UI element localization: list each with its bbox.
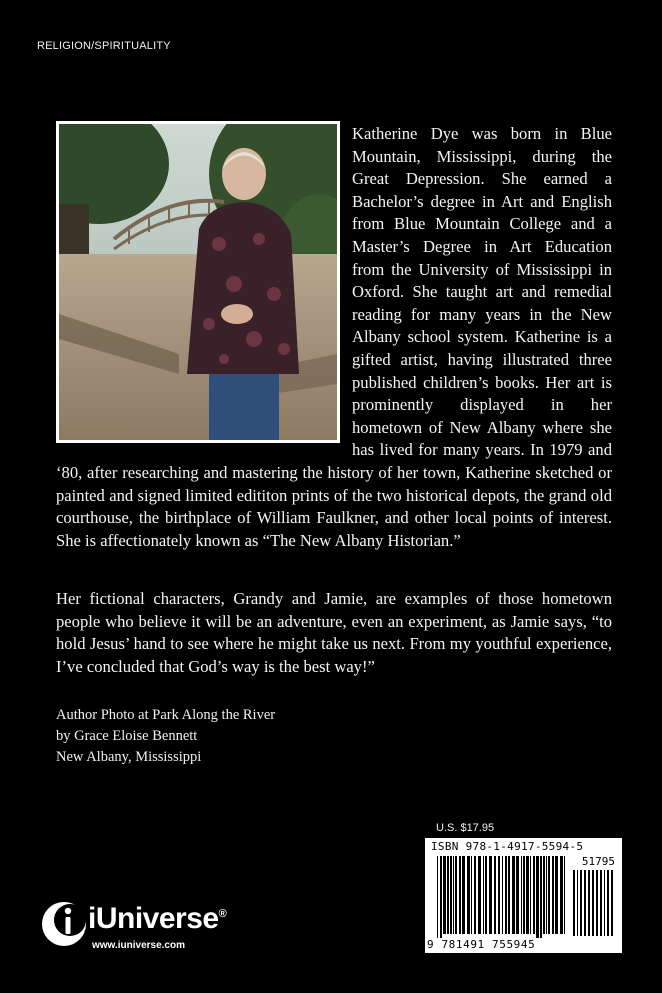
category-label: RELIGION/SPIRITUALITY (37, 40, 171, 52)
barcode-bar (440, 856, 442, 938)
price-label: U.S. $17.95 (436, 822, 495, 834)
barcode-bar (450, 856, 452, 934)
barcode-bar (498, 856, 500, 934)
barcode-bar (455, 856, 457, 934)
barcode-bar (502, 856, 503, 934)
photo-credit-line: New Albany, Mississippi (56, 749, 202, 765)
isbn-text: ISBN 978-1-4917-5594-5 (431, 840, 584, 853)
barcode-bar (494, 856, 496, 934)
photo-credit-line: Author Photo at Park Along the River (56, 707, 276, 723)
publisher-url: www.iuniverse.com (92, 940, 185, 951)
addon-bar (584, 870, 586, 936)
barcode-bar (437, 856, 438, 938)
barcode-bar (530, 856, 531, 934)
addon-bar (592, 870, 594, 936)
addon-bar (611, 870, 613, 936)
addon-bar (607, 870, 609, 936)
addon-bar (588, 870, 590, 936)
barcode-bar (533, 856, 535, 934)
barcode-bar (467, 856, 470, 934)
barcode-bar (526, 856, 529, 934)
barcode (425, 838, 622, 953)
barcode-bar (483, 856, 484, 934)
barcode-bar (462, 856, 465, 934)
barcode-bar (489, 856, 492, 934)
barcode-bar (471, 856, 472, 934)
barcode-bar (447, 856, 449, 934)
addon-bar (577, 870, 578, 936)
barcode-bar (478, 856, 481, 934)
barcode-bar (523, 856, 525, 934)
photo-credit-line: by Grace Eloise Bennett (56, 728, 198, 744)
price-code: 51795 (581, 855, 615, 868)
photo-credit (56, 705, 275, 768)
barcode-bar (453, 856, 454, 934)
barcode-bar (552, 856, 554, 934)
ean-digits: 9 781491 755945 (427, 938, 536, 951)
barcode-bar (555, 856, 558, 934)
author-bio: Katherine Dye was born in Blue Mountain, Mississippi, during the Great Depression. She earned a Bachelor’s degree in Art and English from Blue Mountain College and a Master’s Degree in Art Education from the University of Mississippi in Oxford. She taught art and remedial reading for many years in the New Albany school system. Katherine is a gifted artist, having illustrated three published children’s books. Her art is prominently displayed in her hometown of New Albany where she has lived for many years. In 1979 and ‘80, after researching and mastering the history of her town, Katherine sketched or painted and signed limited edititon prints of the two historical depots, the grand old courthouse, the birthplace of William Faulkner, and other local points of interest. She is affectionately known as “The New Albany Historian.” (56, 124, 612, 550)
barcode-bar (536, 856, 539, 938)
addon-bar (596, 870, 598, 936)
addon-bar (604, 870, 605, 936)
addon-bar (580, 870, 582, 936)
barcode-bar (505, 856, 507, 934)
iuniverse-logo-icon (40, 900, 88, 948)
characters-paragraph: Her fictional characters, Grandy and Jamie, are examples of those hometown people who believe it will be an adventure, even an experiment, as Jamie says, “to hold Jesus’ hand to see where he might take us next. From my youthful experience, I’ve concluded that God’s way is the best way!” (56, 589, 612, 676)
addon-bar (600, 870, 602, 936)
barcode-bar (548, 856, 550, 934)
barcode-bar (516, 856, 519, 934)
publisher-logo (40, 900, 280, 960)
barcode-bar (485, 856, 487, 934)
barcode-bar (521, 856, 522, 934)
barcode-bar (546, 856, 547, 934)
barcode-bar (540, 856, 542, 938)
barcode-bar (560, 856, 563, 934)
barcode-bar (474, 856, 476, 934)
publisher-name: iUniverse® (88, 902, 227, 935)
barcode-bar (443, 856, 446, 934)
barcode-bar (508, 856, 510, 934)
registered-mark: ® (218, 908, 227, 920)
barcode-bar (512, 856, 515, 934)
addon-bar (573, 870, 575, 936)
barcode-bar (564, 856, 565, 934)
barcode-bar (459, 856, 461, 934)
barcode-bar (543, 856, 545, 934)
